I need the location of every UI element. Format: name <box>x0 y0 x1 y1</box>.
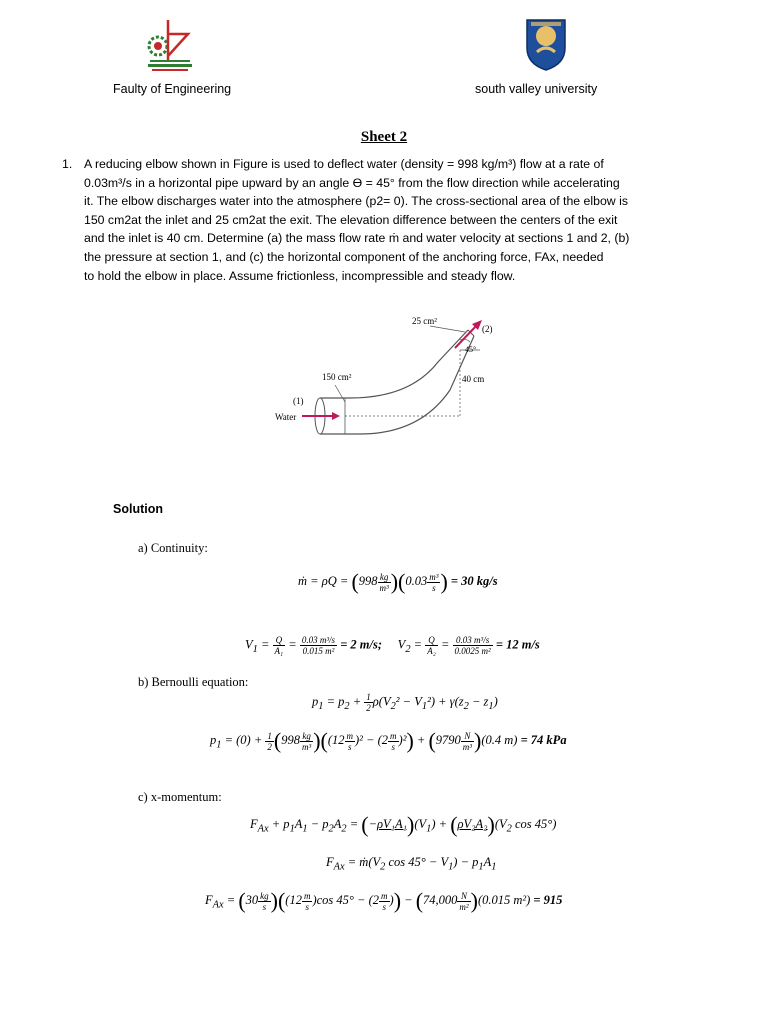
exit-section-label: (2) <box>482 324 493 334</box>
problem-line: and the inlet is 40 cm. Determine (a) the mass flow rate ṁ and water velocity at sections 1 and 2, (b) <box>84 231 630 246</box>
elbow-figure <box>260 310 520 440</box>
water-label: Water <box>275 412 297 422</box>
force-expression: $F_{Ax}$ = $ṁ(V_2$ $\cos 45^\circ - V_1) - p_1A_1$ <box>326 855 497 873</box>
problem-line: the pressure at section 1, and (c) the horizontal component of the anchoring force, FAx, needed <box>84 249 604 264</box>
velocity-equation: $V_1$ = $\frac{Q}{\text{A₁}}$ = $\frac{\text{0.03 m³/s}}{\text{0.015 m²}}$ = 2 m/s; $V_2$ = $\frac{Q}{\text{A₂}}$ = $\frac{\text{0.03 m³/s}}{\text{0.0025 m²}}$ = 12 m/s <box>245 635 540 656</box>
problem-line: 0.03m³/s in a horizontal pipe upward by an angle ϴ = 45° from the flow direction while accelerating <box>84 175 620 190</box>
faculty-logo <box>140 16 198 74</box>
faculty-logo-icon <box>140 16 198 74</box>
solution-heading: Solution <box>113 502 163 516</box>
momentum-equation: $F_{Ax} + p_1A_1 - p_2A_2 = (-\rho V_1A_1)(V_1) + (\rho V_2A_2)(V_2$ cos 45°) <box>250 812 557 837</box>
force-equation: $F_{Ax} = (30$ $\frac{kg}{s}$ )((12 $\frac{m}{s}$ )cos 45° − (2 $\frac{m}{s}$ )) − (74,000 $\frac{N}{\text{m²}}$ )(0.015 m²) = 915 <box>205 888 563 913</box>
exit-area-label: 25 cm² <box>412 316 437 326</box>
bernoulli-heading: b) Bernoulli equation: <box>138 675 249 689</box>
pressure-equation: $p_1 = (0)$ + $\frac{1}{2}$ (998 $\frac{kg}{\text{m³}}$ )((12 $\frac{m}{s}$ )² − (2 $\frac{m}{s}$ )²) + (9790 $\frac{N}{\text{m³}}$ )(0.4 m) = 74 kPa <box>210 728 567 753</box>
mass-flow-equation: ṁ = ρQ = (998 $\frac{kg}{\text{m³}}$ )(0.03 $\frac{\text{m³}}{s}$ ) = 30 kg/s <box>298 569 498 594</box>
page-title: Sheet 2 <box>360 129 408 145</box>
inlet-section-label: (1) <box>293 396 304 406</box>
height-label: 40 cm <box>462 374 485 384</box>
problem-line: 150 cm2at the inlet and 25 cm2at the exit. The elevation difference between the centers of the exit <box>84 212 618 227</box>
university-seal-icon <box>523 14 569 74</box>
pressure-result: = 74 kPa <box>520 732 567 747</box>
problem-statement <box>62 155 662 285</box>
problem-line: it. The elbow discharges water into the atmosphere (p2= 0). The cross-sectional area of the elbow is <box>84 194 628 209</box>
problem-line: to hold the elbow in place. Assume frictionless, incompressible and steady flow. <box>84 268 516 283</box>
force-result: = 915 <box>533 892 563 907</box>
mass-flow-result: = 30 kg/s <box>450 573 498 588</box>
problem-line: A reducing elbow shown in Figure is used to deflect water (density = 998 kg/m³) flow at a rate of <box>84 157 604 171</box>
problem-number: 1. <box>62 157 73 171</box>
faculty-name: Faulty of Engineering <box>113 82 232 96</box>
v2-result: = 12 m/s <box>495 637 540 652</box>
university-name: south valley university <box>475 82 598 96</box>
angle-label: 45° <box>465 345 477 354</box>
momentum-heading: c) x-momentum: <box>138 790 222 804</box>
v1-result: = 2 m/s; <box>340 637 383 652</box>
reducing-elbow-diagram <box>260 310 520 440</box>
continuity-heading: a) Continuity: <box>138 541 208 555</box>
bernoulli-equation: $p_1 = p_2$ + $\frac{1}{2}$ $\rho(V_2^2 - V_1^2) + \gamma(z_2 - z_1)$ <box>312 692 498 713</box>
university-seal <box>523 14 569 74</box>
inlet-area-label: 150 cm² <box>322 372 352 382</box>
